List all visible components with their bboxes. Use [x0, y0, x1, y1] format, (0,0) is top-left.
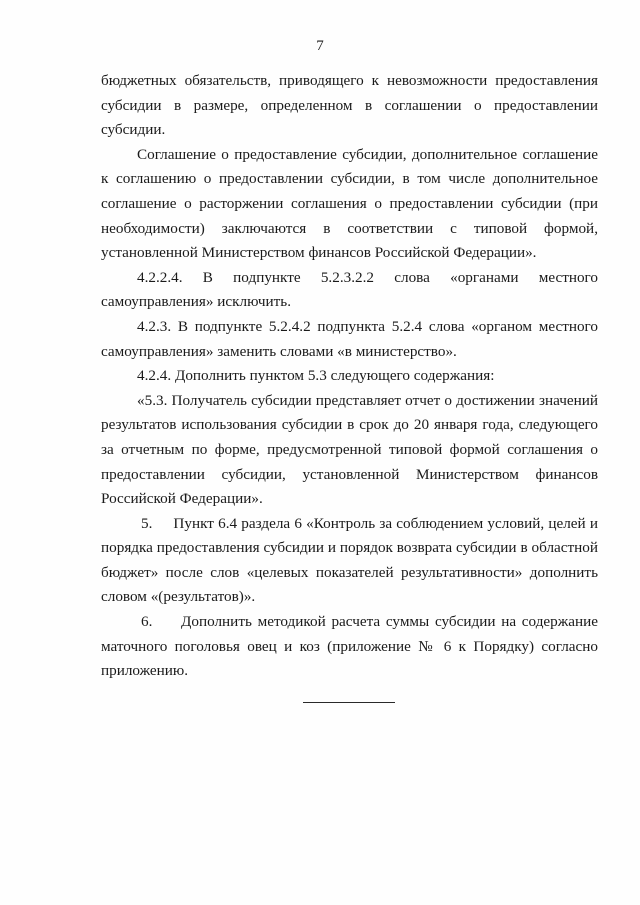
paragraph-4-2-2-4: 4.2.2.4. В подпункте 5.2.3.2.2 слова «органами местного самоуправления» исключить. [101, 268, 598, 311]
paragraph-agreement-form: Соглашение о предоставление субсидии, дополнительное соглашение к соглашению о предоставлении субсидии, в том числе дополнительное соглашение о расторжении соглашения о предоставлении субсидии (при необходимости) заключаются в соответствии с типовой формой, установленной Министерством финансов Российской Федерации». [101, 145, 598, 262]
paragraph-5-3: «5.3. Получатель субсидии представляет отчет о достижении значений результатов использования субсидии в срок до 20 января года, следующего за отчетным по форме, предусмотренной типовой формой соглашения о предоставлении субсидии, установленной Министерством финансов Российской Федерации». [101, 391, 598, 508]
paragraph-4-2-3: 4.2.3. В подпункте 5.2.4.2 подпункта 5.2.4 слова «органом местного самоуправления» заменить словами «в министерство». [101, 317, 598, 360]
paragraph-4-2-4: 4.2.4. Дополнить пунктом 5.3 следующего содержания: [137, 367, 495, 385]
closing-divider [303, 702, 395, 703]
page-number: 7 [316, 38, 324, 54]
paragraph-continuation: бюджетных обязательств, приводящего к невозможности предоставления субсидии в размере, определенном в соглашении о предоставлении субсидии. [101, 72, 598, 139]
document-body [101, 69, 602, 684]
paragraph-item-5: 5. Пункт 6.4 раздела 6 «Контроль за соблюдением условий, целей и порядка предоставления субсидии и порядок возврата субсидии в областной бюджет» после слов «целевых показателей результативности» дополнить словом «(результатов)». [101, 514, 602, 606]
paragraph-item-6: 6. Дополнить методикой расчета суммы субсидии на содержание маточного поголовья овец и коз (приложение № 6 к Порядку) согласно приложению. [101, 613, 602, 680]
